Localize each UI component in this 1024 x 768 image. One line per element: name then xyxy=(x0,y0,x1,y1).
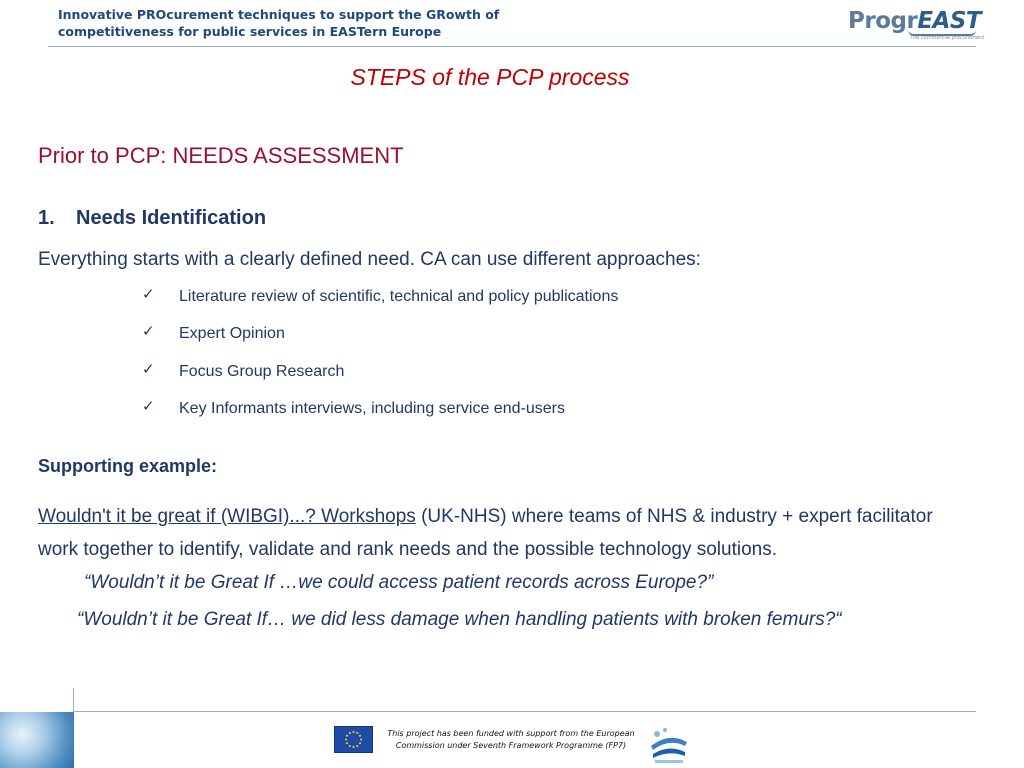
slide-title: STEPS of the PCP process xyxy=(350,64,630,90)
approach-text: Key Informants interviews, including service end-users xyxy=(179,399,565,417)
wibgi-workshops-link[interactable]: Wouldn't it be great if (WIBGI)...? Workshops xyxy=(38,506,416,527)
eu-star-icon xyxy=(359,735,361,737)
example-text: (UK-NHS) where teams of NHS & industry + expert facilitator work together to identify, validate and rank needs and the possible technology solutions. xyxy=(38,506,933,560)
logo-part2: EAST xyxy=(917,8,982,34)
logo-tagline: The commercial procurement xyxy=(910,35,985,41)
project-title-line1: Innovative PROcurement techniques to support the GRowth of xyxy=(58,7,500,22)
checkmark-icon: ✓ xyxy=(142,285,155,303)
eu-star-icon xyxy=(346,735,348,737)
checkmark-icon: ✓ xyxy=(142,396,155,415)
progreast-logo xyxy=(848,8,985,44)
project-title-line2: competitiveness for public services in EASTern Europe xyxy=(58,24,442,39)
logo-part1: Progr xyxy=(848,8,918,34)
approach-text: Focus Group Research xyxy=(179,362,345,380)
quote-1: “Wouldn’t it be Great If …we could access patient records across Europe?” xyxy=(84,572,714,593)
eu-flag-icon xyxy=(334,726,373,753)
step-number: 1. xyxy=(38,207,55,229)
funding-line2: Commission under Seventh Framework Programme (FP7) xyxy=(395,741,627,750)
section-title: Prior to PCP: NEEDS ASSESSMENT xyxy=(38,143,404,168)
eu-star-icon xyxy=(345,739,347,741)
header-divider xyxy=(48,46,976,47)
example-paragraph xyxy=(38,500,978,566)
corner-graphic xyxy=(0,712,74,768)
eu-star-icon xyxy=(353,746,355,748)
fp7-logo-icon xyxy=(645,722,693,766)
funding-notice xyxy=(377,728,645,752)
funding-line1: This project has been funded with support from the European xyxy=(387,729,635,738)
step-heading xyxy=(38,207,266,230)
project-title xyxy=(58,6,528,40)
quote-2: “Wouldn’t it be Great If… we did less damage when handling patients with broken femurs?“ xyxy=(77,609,842,630)
checkmark-icon: ✓ xyxy=(142,322,155,341)
eu-star-icon xyxy=(359,742,361,744)
eu-star-icon xyxy=(356,732,358,734)
approach-text: Expert Opinion xyxy=(179,325,285,343)
footer-divider xyxy=(73,711,976,712)
supporting-example-label: Supporting example: xyxy=(38,456,218,476)
eu-star-icon xyxy=(356,745,358,747)
approach-text: Literature review of scientific, technical and policy publications xyxy=(179,288,619,305)
intro-text: Everything starts with a clearly defined need. CA can use different approaches: xyxy=(38,249,701,270)
eu-star-icon xyxy=(346,742,348,744)
eu-star-icon xyxy=(360,739,362,741)
step-title: Needs Identification xyxy=(76,207,267,229)
footer-vertical-rule xyxy=(73,688,74,712)
eu-star-icon xyxy=(353,731,355,733)
checkmark-icon: ✓ xyxy=(142,359,155,378)
eu-star-icon xyxy=(349,732,351,734)
eu-star-icon xyxy=(349,745,351,747)
